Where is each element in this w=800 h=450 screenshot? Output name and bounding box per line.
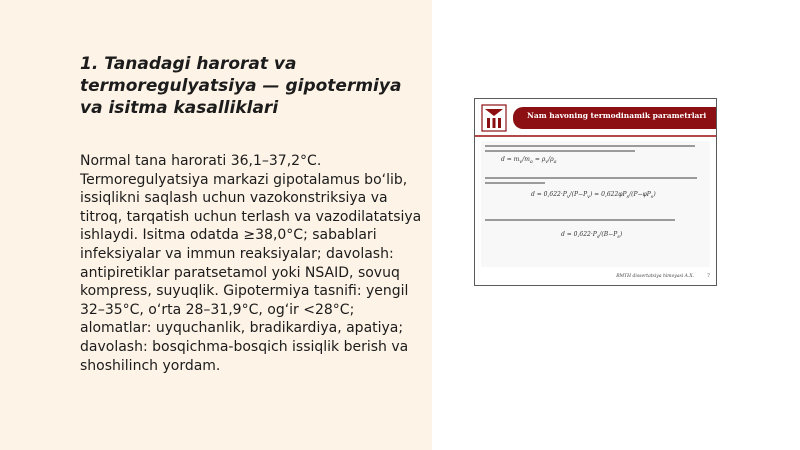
text-line <box>485 145 695 147</box>
formula: $d = m_v/m_a = \rho_v/\rho_a$ <box>501 156 557 166</box>
slide-body-text: Normal tana harorati 36,1–37,2°C. Termoregulyatsiya markazi gipotalamus bo‘lib, issiqlikni saqlash uchun vazokonstriksiya va titroq, tarqatish uchun terlash va vazodilatatsiya ishlaydi. Isitma odatda ≥38,0°C; sabablari infeksiyalar va immun reaksiyalar; davolash: antipiretiklar paratsetamol yoki NSAID, sovuq kompress, suyuqlik. Gipotermiya tasnifi: yengil 32–35°C, o‘rta 28–31,9°C, og‘ir <28°C; alomatlar: uyquchanlik, bradikardiya, apatiya; davolash: bosqichma-bosqich issiqlik berish va shoshilinch yordam. <box>80 153 422 374</box>
text-line <box>485 177 697 179</box>
thumbnail-title: Nam havoning termodinamik parametrlari <box>527 111 707 120</box>
text-line <box>485 182 545 184</box>
slide-thumbnail-image <box>474 98 717 286</box>
slide-title: 1. Tanadagi harorat va termoregulyatsiya — gipotermiya va isitma kasalliklari <box>80 54 402 118</box>
thumbnail-divider <box>475 135 716 137</box>
text-line <box>485 150 635 152</box>
thumbnail-header <box>475 99 716 137</box>
university-logo-icon <box>481 103 507 133</box>
thumbnail-page-number: 7 <box>707 274 710 279</box>
thumbnail-footer: BMTH dissertatsiya himoyasi A.X. <box>616 274 694 279</box>
text-line <box>485 219 675 221</box>
formula: $d = 0,622\cdot P_s/(B-P_s)$ <box>561 231 623 241</box>
formula: $d = 0,622\cdot P_v/(P-P_v) = 0,622\varphi P_s/(P-\varphi P_s)$ <box>531 191 656 201</box>
thumbnail-content <box>481 141 710 267</box>
